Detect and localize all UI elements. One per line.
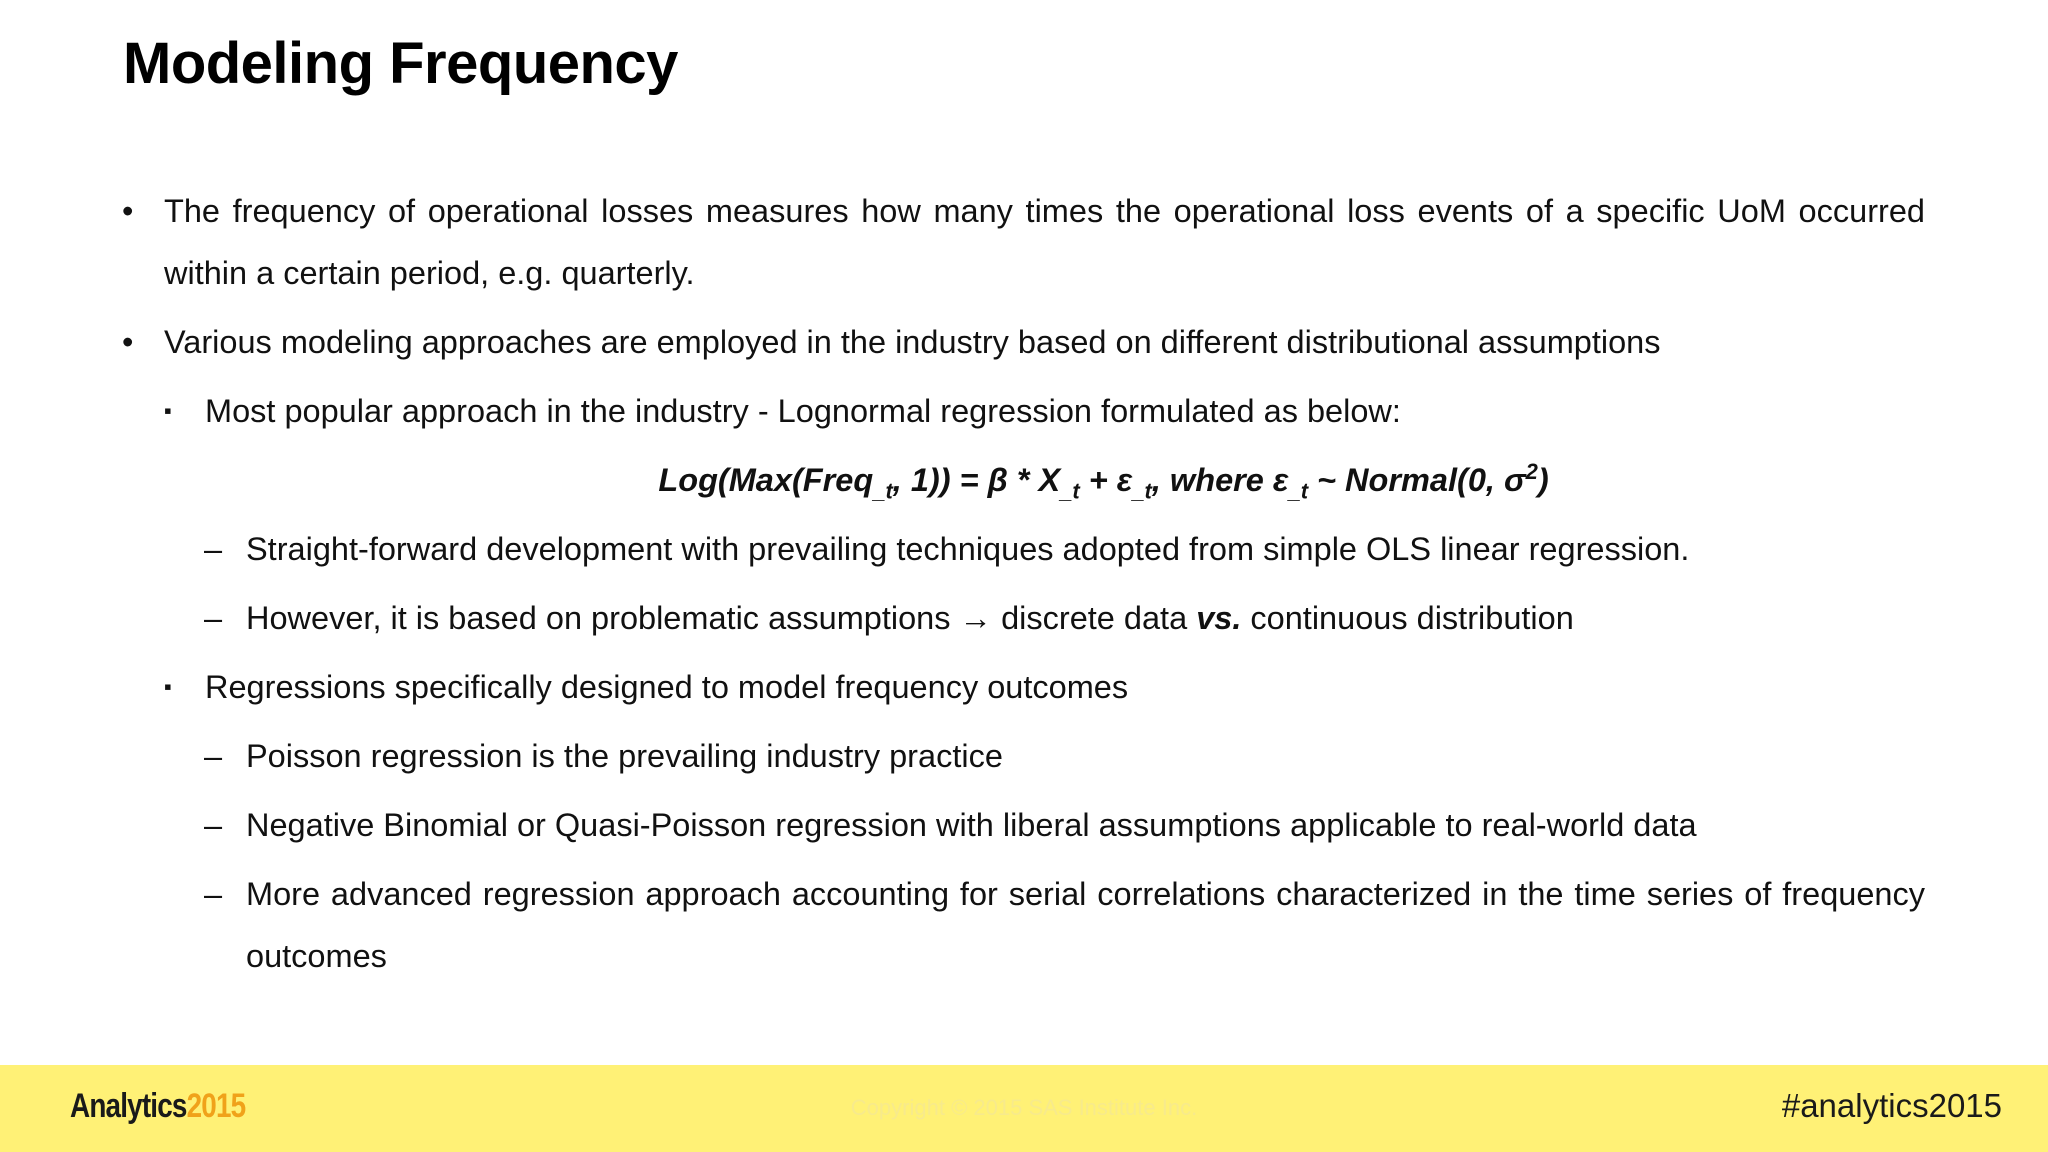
bullet-text: More advanced regression approach accounting for serial correlations characterized in the time series of frequency outcomes <box>246 876 1925 974</box>
subbullet-frequency-regressions <box>122 656 1925 718</box>
formula-part: Log(Max(Freq <box>658 462 874 498</box>
bullet-modeling-approaches <box>122 311 1925 373</box>
square-bullet-icon: ▪ <box>164 674 172 699</box>
formula-subscript: _t <box>1060 478 1080 504</box>
dash-item-problematic-assumptions <box>122 587 1925 649</box>
slide-title: Modeling Frequency <box>123 31 678 96</box>
vs-emphasis: vs. <box>1196 600 1242 636</box>
dash-item-negative-binomial <box>122 794 1925 856</box>
formula-superscript: 2 <box>1525 459 1538 485</box>
bullet-text: continuous distribution <box>1241 600 1574 636</box>
formula-part: , where ε <box>1151 462 1289 498</box>
dash-item-ols <box>122 518 1925 580</box>
logo-text: Analytics <box>70 1087 187 1125</box>
bullet-dot-icon: • <box>122 324 134 360</box>
slide-content <box>122 180 1925 994</box>
dash-bullet-icon: – <box>204 600 223 636</box>
dash-bullet-icon: – <box>204 876 223 912</box>
formula-subscript: _t <box>873 478 893 504</box>
copyright-text: Copyright © 2015 SAS Institute Inc. <box>850 1095 1198 1120</box>
lognormal-formula <box>122 449 1925 511</box>
square-bullet-icon: ▪ <box>164 398 172 423</box>
formula-part: , 1)) = β * X <box>892 462 1061 498</box>
bullet-text: However, it is based on problematic assumptions <box>246 600 960 636</box>
formula-part: ) <box>1537 462 1549 498</box>
formula-part: + ε <box>1079 462 1133 498</box>
footer-bar <box>0 1065 2048 1152</box>
dash-bullet-icon: – <box>204 531 223 567</box>
formula-part: ~ Normal(0, σ <box>1308 462 1526 498</box>
formula-subscript: _t <box>1132 478 1152 504</box>
dash-item-poisson <box>122 725 1925 787</box>
right-arrow-icon: → <box>959 600 993 636</box>
bullet-text: Straight-forward development with prevailing techniques adopted from simple OLS linear regression. <box>246 531 1690 567</box>
bullet-text: Most popular approach in the industry - Lognormal regression formulated as below: <box>205 393 1401 429</box>
dash-bullet-icon: – <box>204 807 223 843</box>
bullet-text: Regressions specifically designed to model frequency outcomes <box>205 669 1129 705</box>
bullet-text: Poisson regression is the prevailing industry practice <box>246 738 1003 774</box>
bullet-text: The frequency of operational losses measures how many times the operational loss events of a specific UoM occurred within a certain period, e.g. quarterly. <box>164 193 1925 291</box>
bullet-text: Negative Binomial or Quasi-Poisson regression with liberal assumptions applicable to real-world data <box>246 807 1697 843</box>
bullet-text: discrete data <box>992 600 1197 636</box>
subbullet-lognormal <box>122 380 1925 442</box>
dash-item-serial-correlation <box>122 863 1925 987</box>
dash-bullet-icon: – <box>204 738 223 774</box>
bullet-dot-icon: • <box>122 193 134 229</box>
bullet-frequency-definition <box>122 180 1925 304</box>
bullet-text: Various modeling approaches are employed in the industry based on different distributional assumptions <box>164 324 1661 360</box>
hashtag-text: #analytics2015 <box>1781 1087 2002 1124</box>
logo-year: 2015 <box>186 1087 246 1125</box>
formula-subscript: _t <box>1288 478 1309 504</box>
